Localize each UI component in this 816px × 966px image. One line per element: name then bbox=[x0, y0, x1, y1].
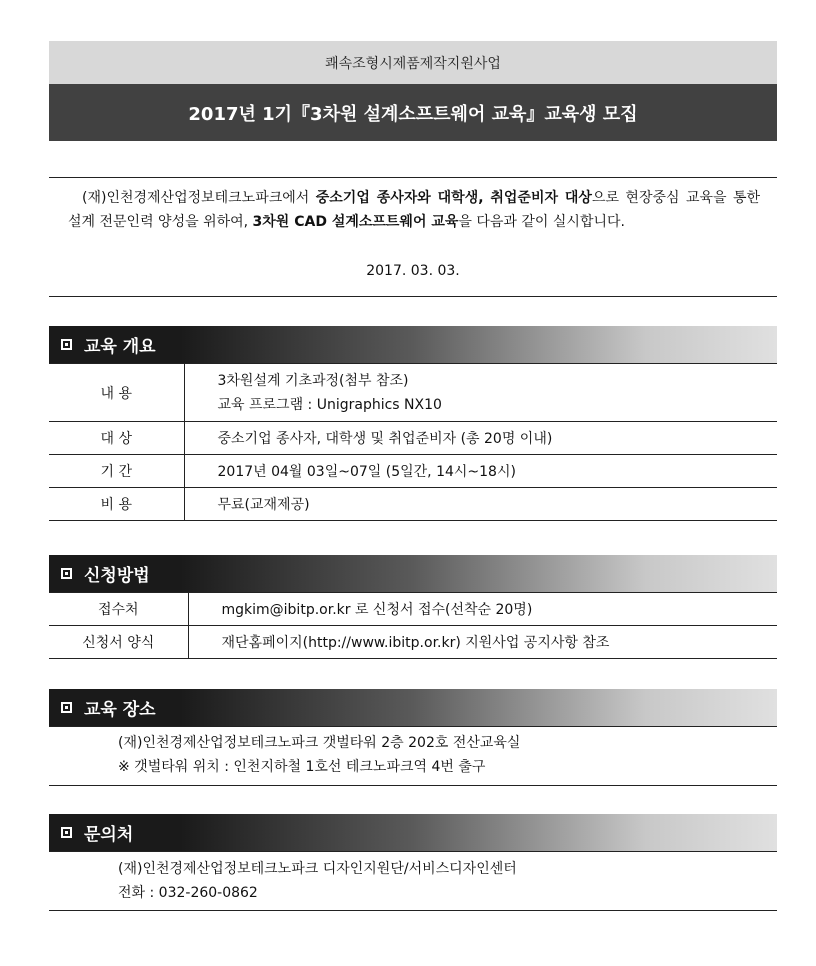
square-bullet-icon bbox=[61, 827, 72, 838]
header-subtitle: 쾌속조형시제품제작지원사업 bbox=[49, 41, 777, 84]
divider bbox=[49, 296, 777, 297]
place-details bbox=[118, 731, 520, 779]
row-value: mgkim@ibitp.or.kr 로 신청서 접수(선착순 20명) bbox=[188, 593, 777, 626]
square-bullet-icon bbox=[61, 339, 72, 350]
row-label: 신청서 양식 bbox=[49, 626, 188, 659]
row-label: 대 상 bbox=[49, 422, 184, 455]
page-title: 2017년 1기『3차원 설계소프트웨어 교육』교육생 모집 bbox=[49, 84, 777, 141]
row-label: 비 용 bbox=[49, 488, 184, 521]
row-value-line: 교육 프로그램 : Unigraphics NX10 bbox=[217, 396, 442, 413]
notice-date: 2017. 03. 03. bbox=[366, 263, 460, 279]
table-row bbox=[49, 422, 777, 455]
row-value: 중소기업 종사자, 대학생 및 취업준비자 (총 20명 이내) bbox=[184, 422, 777, 455]
overview-table bbox=[49, 363, 777, 521]
table-row bbox=[49, 488, 777, 521]
row-label: 기 간 bbox=[49, 455, 184, 488]
apply-table bbox=[49, 592, 777, 659]
table-row bbox=[49, 364, 777, 422]
divider bbox=[49, 785, 777, 786]
row-value: 무료(교재제공) bbox=[184, 488, 777, 521]
intro-text-3: 을 다음과 같이 실시합니다. bbox=[458, 214, 625, 230]
place-line: (재)인천경제산업정보테크노파크 갯벌타워 2층 202호 전산교육실 bbox=[118, 735, 521, 751]
place-line: ※ 갯벌타워 위치 : 인천지하철 1호선 테크노파크역 4번 출구 bbox=[118, 759, 486, 775]
table-row bbox=[49, 593, 777, 626]
section-title: 교육 장소 bbox=[84, 700, 156, 720]
row-value-line: 3차원설계 기초과정(첨부 참조) bbox=[217, 372, 409, 389]
row-label: 접수처 bbox=[49, 593, 188, 626]
section-header-overview bbox=[49, 326, 777, 363]
divider bbox=[49, 177, 777, 178]
section-header-place bbox=[49, 689, 777, 726]
row-label: 내 용 bbox=[49, 364, 184, 422]
contact-details bbox=[118, 857, 517, 905]
row-value: 재단홈페이지(http://www.ibitp.or.kr) 지원사업 공지사항 참조 bbox=[188, 626, 777, 659]
section-title: 교육 개요 bbox=[84, 337, 156, 357]
intro-text-2: 으로 현장중심 교육을 통한 설계 전문인력 양성을 위하여, bbox=[68, 190, 760, 230]
square-bullet-icon bbox=[61, 568, 72, 579]
row-value bbox=[184, 364, 777, 422]
table-row bbox=[49, 626, 777, 659]
section-title: 문의처 bbox=[84, 825, 134, 845]
divider bbox=[49, 910, 777, 911]
section-header-apply bbox=[49, 555, 777, 592]
section-title: 신청방법 bbox=[84, 566, 150, 586]
intro-bold-2: 3차원 CAD 설계소프트웨어 교육 bbox=[252, 214, 459, 230]
square-bullet-icon bbox=[61, 702, 72, 713]
table-row bbox=[49, 455, 777, 488]
divider bbox=[49, 726, 777, 727]
intro-bold-1: 중소기업 종사자와 대학생, 취업준비자 대상 bbox=[315, 190, 592, 206]
intro-text-1: (재)인천경제산업정보테크노파크에서 bbox=[82, 190, 316, 206]
row-value: 2017년 04월 03일~07일 (5일간, 14시~18시) bbox=[184, 455, 777, 488]
contact-line: (재)인천경제산업정보테크노파크 디자인지원단/서비스디자인센터 bbox=[118, 861, 517, 877]
divider bbox=[49, 851, 777, 852]
intro-paragraph bbox=[68, 186, 760, 234]
section-header-contact bbox=[49, 814, 777, 851]
contact-phone: 전화 : 032-260-0862 bbox=[118, 885, 258, 901]
